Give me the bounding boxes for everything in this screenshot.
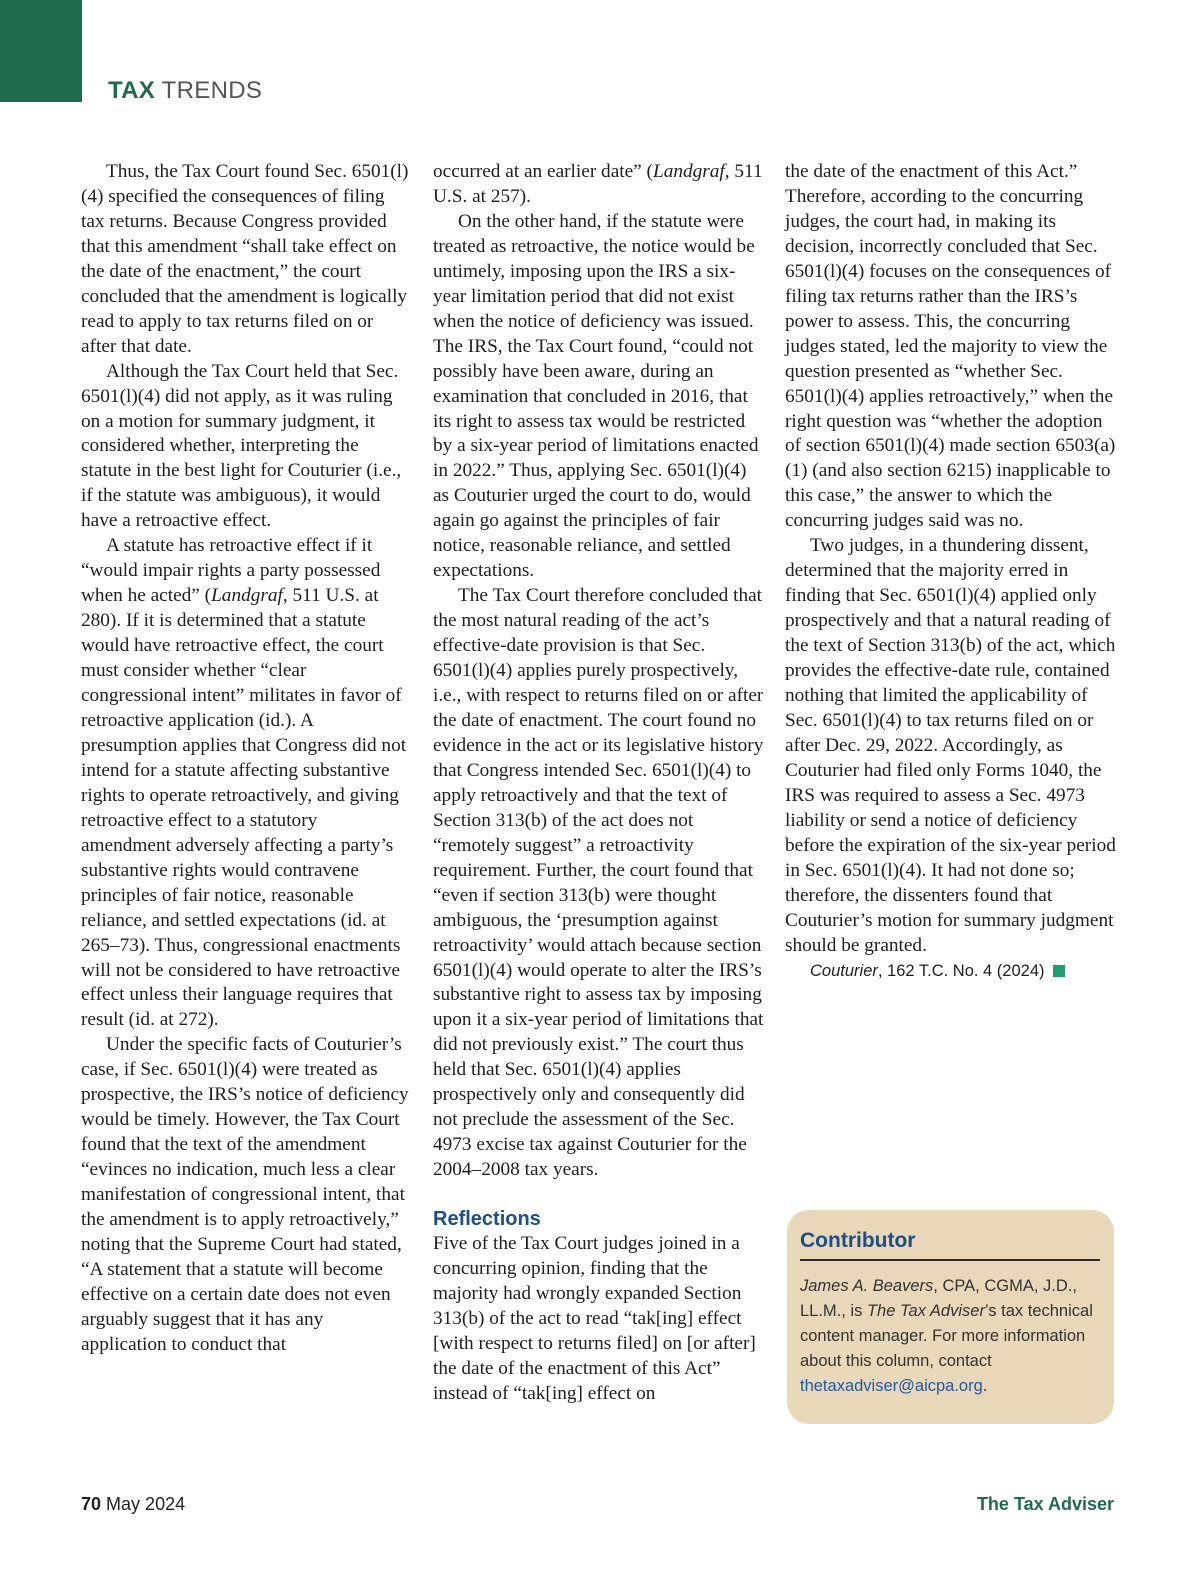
contributor-text: James A. Beavers, CPA, CGMA, J.D., LL.M., is The Tax Adviser’s tax technical content manager. For more information about this column, contact thetaxadviser@aicpa.org. — [800, 1277, 1093, 1395]
paragraph: Under the specific facts of Couturier’s case, if Sec. 6501(l)(4) were treated as prospective, the IRS’s notice of deficiency would be timely. However, the Tax Court found that the text of the amendment “evinces no indication, much less a clear manifestation of congressional intent, that the amendment is to apply retroactively,” noting that the Supreme Court had stated, “A statement that a statute will become effective on a certain date does not even arguably suggest that it has any application to conduct that — [81, 1034, 409, 1355]
footer-left — [81, 1493, 185, 1515]
issue-date: May 2024 — [106, 1494, 186, 1514]
contributor-title: Contributor — [800, 1228, 1100, 1261]
publication-title: The Tax Adviser — [976, 1494, 1114, 1514]
end-of-article-square-icon — [1053, 965, 1065, 977]
column-1 — [81, 160, 411, 1358]
reflections-heading: Reflections — [433, 1208, 541, 1231]
paragraph: Although the Tax Court held that Sec. 6501(l)(4) did not apply, as it was ruling on a motion for summary judgment, it considered whether, interpreting the statute in the best light for Couturier (i.e., if the statute was ambiguous), it would have a retroactive effect. — [81, 360, 402, 532]
case-name-italic: Landgraf, — [652, 161, 730, 182]
paragraph: Five of the Tax Court judges joined in a concurring opinion, finding that the majority had wrongly expanded Section 313(b) of the act to read “tak[ing] effect [with respect to returns filed] on [or after] the date of the enactment of this Act” instead of “tak[ing] effect on — [433, 1233, 756, 1404]
case-name-italic: Landgraf — [211, 585, 283, 607]
paragraph: A statute has retroactive effect if it “would impair rights a party possessed when he acted” (Landgraf, 511 U.S. at 280). If it is determined that a statute would have retroactive effect, the court must consider whether “clear congressional intent” militates in favor of retroactive application (id.). A presumption applies that Congress did not intend for a statute affecting substantive rights to operate retroactively, and giving retroactive effect to a statutory amendment adversely affecting a party’s substantive rights would contravene principles of fair notice, reasonable reliance, and settled expectations (id. at 265–73). Thus, congressional enactments will not be considered to have retroactive effect unless their language requires that result (id. at 272). — [81, 535, 407, 1031]
paragraph: the date of the enactment of this Act.” Therefore, according to the concurring judges, the court had, in making its decision, incorrectly concluded that Sec. 6501(l)(4) focuses on the consequences of filing tax returns rather than the IRS’s power to assess. This, the concurring judges stated, led the majority to view the question presented as “whether Sec. 6501(l)(4) applies retroactively,” when the right question was “whether the adoption of section 6501(l)(4) made section 6503(a)(1) (and also section 6215) inapplicable to this case,” the answer to which the concurring judges said was no. — [785, 161, 1116, 532]
paragraph: On the other hand, if the statute were treated as retroactive, the notice would be untimely, imposing upon the IRS a six-year limitation period that did not exist when the notice of deficiency was issued. The IRS, the Tax Court found, “could not possibly have been aware, during an examination that concluded in 2016, that its right to assess tax would be restricted by a six-year period of limitations enacted in 2022.” Thus, applying Sec. 6501(l)(4) as Couturier urged the court to do, would again go against the principles of fair notice, reasonable reliance, and settled expectations. — [433, 210, 759, 582]
section-header-bold: TAX — [108, 77, 156, 104]
column-2 — [433, 160, 765, 1407]
publication-name: The Tax Adviser — [866, 1302, 985, 1320]
section-header-light: TRENDS — [161, 77, 263, 104]
section-color-tab — [0, 0, 82, 102]
paragraph: Thus, the Tax Court found Sec. 6501(l)(4) specified the consequences of filing tax returns. Because Congress provided that this amendment “shall take effect on the date of the enactment,” the court concluded that the amendment is logically read to apply to tax returns filed on or after that date. — [81, 161, 409, 357]
contributor-email-link[interactable]: thetaxadviser@aicpa.org — [800, 1377, 983, 1395]
case-citation-name: Couturier — [810, 961, 878, 980]
column-3 — [785, 160, 1120, 983]
paragraph: The Tax Court therefore concluded that the most natural reading of the act’s effective-date provision is that Sec. 6501(l)(4) applies purely prospectively, i.e., with respect to returns filed on or after the date of enactment. The court found no evidence in the act or its legislative history that Congress intended Sec. 6501(l)(4) to apply retroactively and that the text of Section 313(b) of the act does not “remotely suggest” a retroactivity requirement. Further, the court found that “even if section 313(b) were thought ambiguous, the ‘presumption against retroactivity’ would attach because section 6501(l)(4) would operate to alter the IRS’s substantive right to assess tax by imposing upon it a six-year period of limitations that did not previously exist.” The court thus held that Sec. 6501(l)(4) applies prospectively only and consequently did not preclude the assessment of the Sec. 4973 excise tax against Couturier for the 2004–2008 tax years. — [433, 585, 764, 1181]
paragraph: Two judges, in a thundering dissent, determined that the majority erred in finding that Sec. 6501(l)(4) applied only prospectively and that a natural reading of the text of Section 313(b) of the act, which provides the effective-date rule, contained nothing that limited the applicability of Sec. 6501(l)(4) to tax returns filed on or after Dec. 29, 2022. Accordingly, as Couturier had filed only Forms 1040, the IRS was required to assess a Sec. 4973 liability or send a notice of deficiency before the expiration of the six-year period in Sec. 6501(l)(4). It had not done so; therefore, the dissenters found that Couturier’s motion for summary judgment should be granted. — [785, 535, 1116, 956]
contributor-box — [787, 1210, 1114, 1424]
section-header — [108, 77, 262, 105]
contributor-name: James A. Beavers — [800, 1277, 934, 1295]
case-citation: Couturier, 162 T.C. No. 4 (2024) — [785, 959, 1120, 983]
paragraph: occurred at an earlier date” (Landgraf, 511 U.S. at 257). — [433, 161, 763, 207]
page-number: 70 — [81, 1494, 102, 1514]
